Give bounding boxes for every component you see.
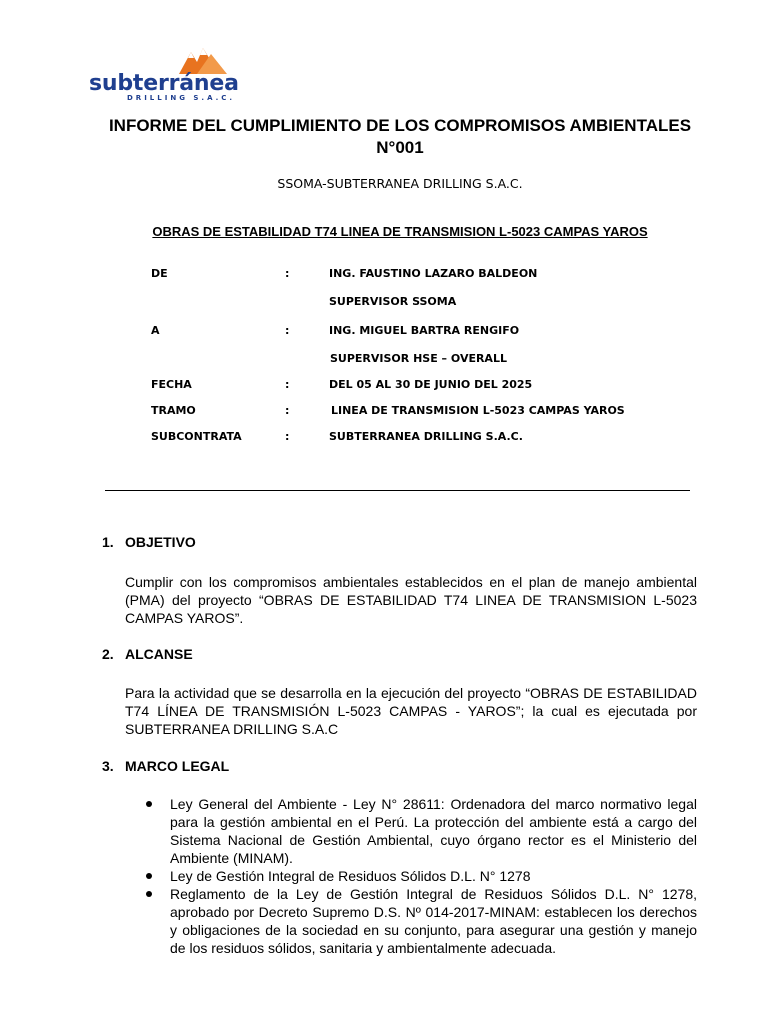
list-item-text: Ley General del Ambiente - Ley N° 28611: Ordenadora del marco normativo legal para la gestión ambiental en el Perú. La protección del ambiente está a cargo del Sistema Nacional de Gestión Ambiental, cuyo órgano rector es el Ministerio del Ambiente (MINAM). [170,796,697,866]
info-row-a [0,324,768,342]
info-colon: : [285,430,290,443]
info-label: TRAMO [151,404,196,417]
info-colon: : [285,378,290,391]
logo-wordmark: subterránea [89,71,239,96]
list-item [125,795,697,867]
list-item [125,885,697,957]
mountain-logo-icon [177,44,237,74]
info-value: ING. MIGUEL BARTRA RENGIFO [329,324,520,337]
company-line: SSOMA-SUBTERRANEA DRILLING S.A.C. [277,176,523,191]
logo-tagline: DRILLING S.A.C. [127,94,236,102]
list-item-text: Ley de Gestión Integral de Residuos Sólidos D.L. N° 1278 [170,868,531,884]
info-value: DEL 05 AL 30 DE JUNIO DEL 2025 [329,378,533,391]
legal-framework-list [125,795,697,957]
section-number: 3. [102,758,114,774]
info-row-de-role [0,295,768,313]
info-label: A [151,324,160,337]
company-logo [85,44,260,104]
info-value: SUBTERRANEA DRILLING S.A.C. [329,430,523,443]
bullet-icon [146,801,152,807]
info-colon: : [285,404,290,417]
info-row-de [0,267,768,285]
section-heading-alcanse [102,646,193,662]
bullet-icon [146,873,152,879]
section-paragraph-objetivo: Cumplir con los compromisos ambientales establecidos en el plan de manejo ambiental (PMA) del proyecto “OBRAS DE ESTABILIDAD T74 LINEA DE TRANSMISION L-5023 CAMPAS YAROS”. [125,574,697,626]
divider-line [105,490,690,491]
section-paragraph-alcanse: Para la actividad que se desarrolla en la ejecución del proyecto “OBRAS DE ESTABILIDAD T74 LÍNEA DE TRANSMISIÓN L-5023 CAMPAS - YAROS”; la cual es ejecutada por SUBTERRANEA DRILLING S.A.C [125,685,697,737]
info-row-a-role [0,352,768,370]
report-title: INFORME DEL CUMPLIMIENTO DE LOS COMPROMISOS AMBIENTALES N°001 [108,116,692,157]
info-colon: : [285,324,290,337]
info-colon: : [285,267,290,280]
section-title: OBJETIVO [125,534,196,550]
list-item [125,867,697,885]
info-label: SUBCONTRATA [151,430,242,443]
section-number: 1. [102,534,114,550]
info-row-tramo [0,404,768,422]
info-row-fecha [0,378,768,396]
info-label: DE [151,267,168,280]
section-heading-marco-legal [102,758,229,774]
bullet-icon [146,891,152,897]
section-number: 2. [102,646,114,662]
info-value: SUPERVISOR SSOMA [329,295,457,308]
project-title: OBRAS DE ESTABILIDAD T74 LINEA DE TRANSMISION L-5023 CAMPAS YAROS [152,224,648,239]
info-row-subcontrata [0,430,768,448]
section-title: ALCANSE [125,646,193,662]
info-value: LINEA DE TRANSMISION L-5023 CAMPAS YAROS [331,404,625,417]
info-label: FECHA [151,378,192,391]
info-value: ING. FAUSTINO LAZARO BALDEON [329,267,538,280]
section-title: MARCO LEGAL [125,758,230,774]
list-item-text: Reglamento de la Ley de Gestión Integral de Residuos Sólidos D.L. N° 1278, aprobado por Decreto Supremo D.S. Nº 014-2017-MINAM: establecen los derechos y obligaciones de la sociedad en su conjunto, para asegurar una gestión y manejo de los residuos sólidos, sanitaria y ambientalmente adecuada. [170,886,697,956]
section-heading-objetivo [102,534,196,550]
info-value: SUPERVISOR HSE – OVERALL [330,352,507,365]
